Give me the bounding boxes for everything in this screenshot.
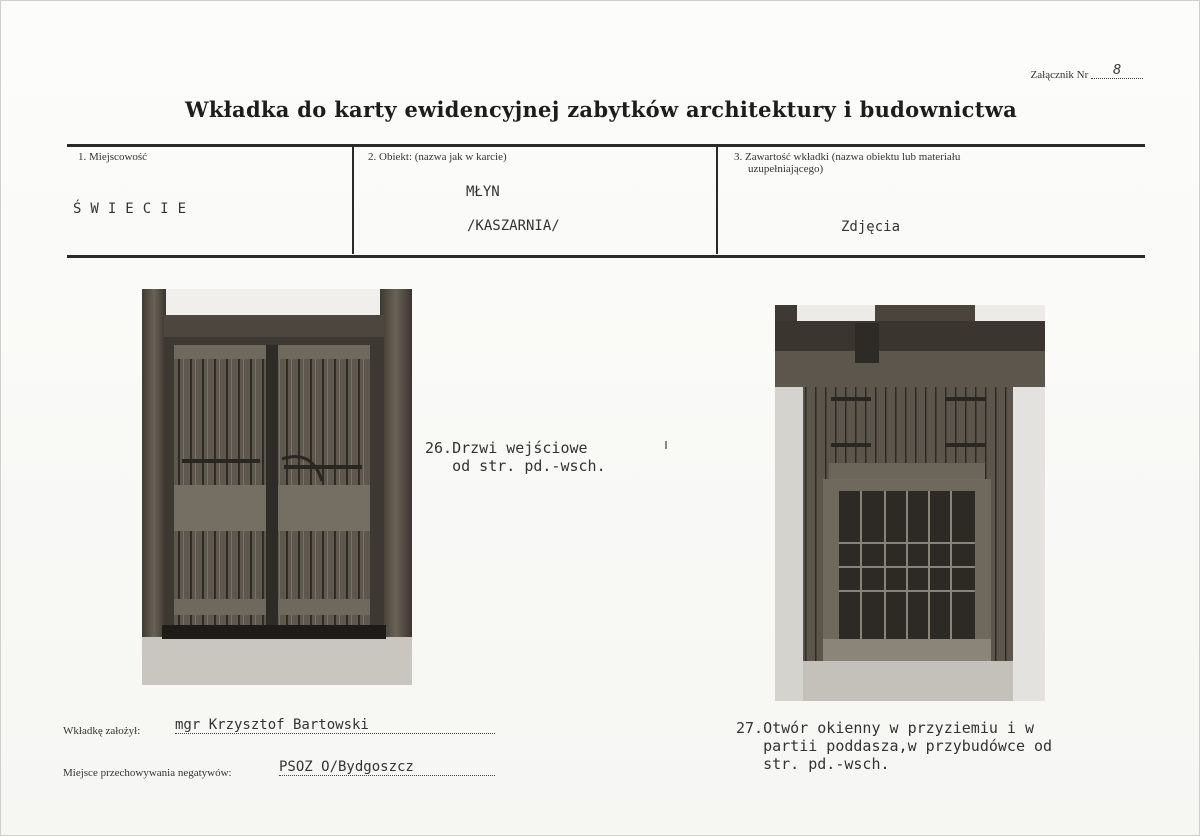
- content-label: 3. Zawartość wkładki (nazwa obiektu lub materiału: [734, 151, 961, 163]
- header-divider-1: [352, 146, 354, 254]
- locality-value: ŚWIECIE: [73, 201, 196, 217]
- content-value: Zdjęcia: [841, 219, 901, 235]
- photo-window-opening: [775, 305, 1045, 701]
- document-title: Wkładka do karty ewidencyjnej zabytków architektury i budownictwa: [184, 97, 1018, 122]
- storage-label: Miejsce przechowywania negatywów:: [63, 767, 232, 779]
- storage-value: PSOZ O/Bydgoszcz: [279, 759, 495, 776]
- header-top-rule: [67, 144, 1145, 147]
- header-bottom-rule: [67, 255, 1145, 258]
- annex-number: [1030, 63, 1143, 83]
- door-photo-image: [142, 289, 412, 685]
- header-divider-2: [716, 146, 718, 254]
- author-value: mgr Krzysztof Bartowski: [175, 717, 495, 734]
- annex-label: Załącznik Nr: [1030, 69, 1089, 81]
- locality-label: 1. Miejscowość: [78, 151, 148, 163]
- photo-entrance-door: [142, 289, 412, 685]
- margin-mark: [665, 441, 667, 449]
- window-photo-image: [775, 305, 1045, 701]
- object-value-mill: MŁYN: [466, 184, 500, 200]
- author-label: Wkładkę założył:: [63, 725, 141, 737]
- object-value-barracks: /KASZARNIA/: [467, 218, 560, 234]
- photo-caption-27: 27.Otwór okienny w przyziemiu i w partii poddasza,w przybudówce od str. pd.-wsch.: [736, 719, 1053, 773]
- photo-caption-26: 26.Drzwi wejściowe od str. pd.-wsch.: [425, 439, 606, 475]
- object-label: 2. Obiekt: (nazwa jak w karcie): [368, 151, 507, 163]
- annex-number-value: 8: [1091, 63, 1143, 79]
- content-label-cont: uzupełniającego): [748, 163, 824, 175]
